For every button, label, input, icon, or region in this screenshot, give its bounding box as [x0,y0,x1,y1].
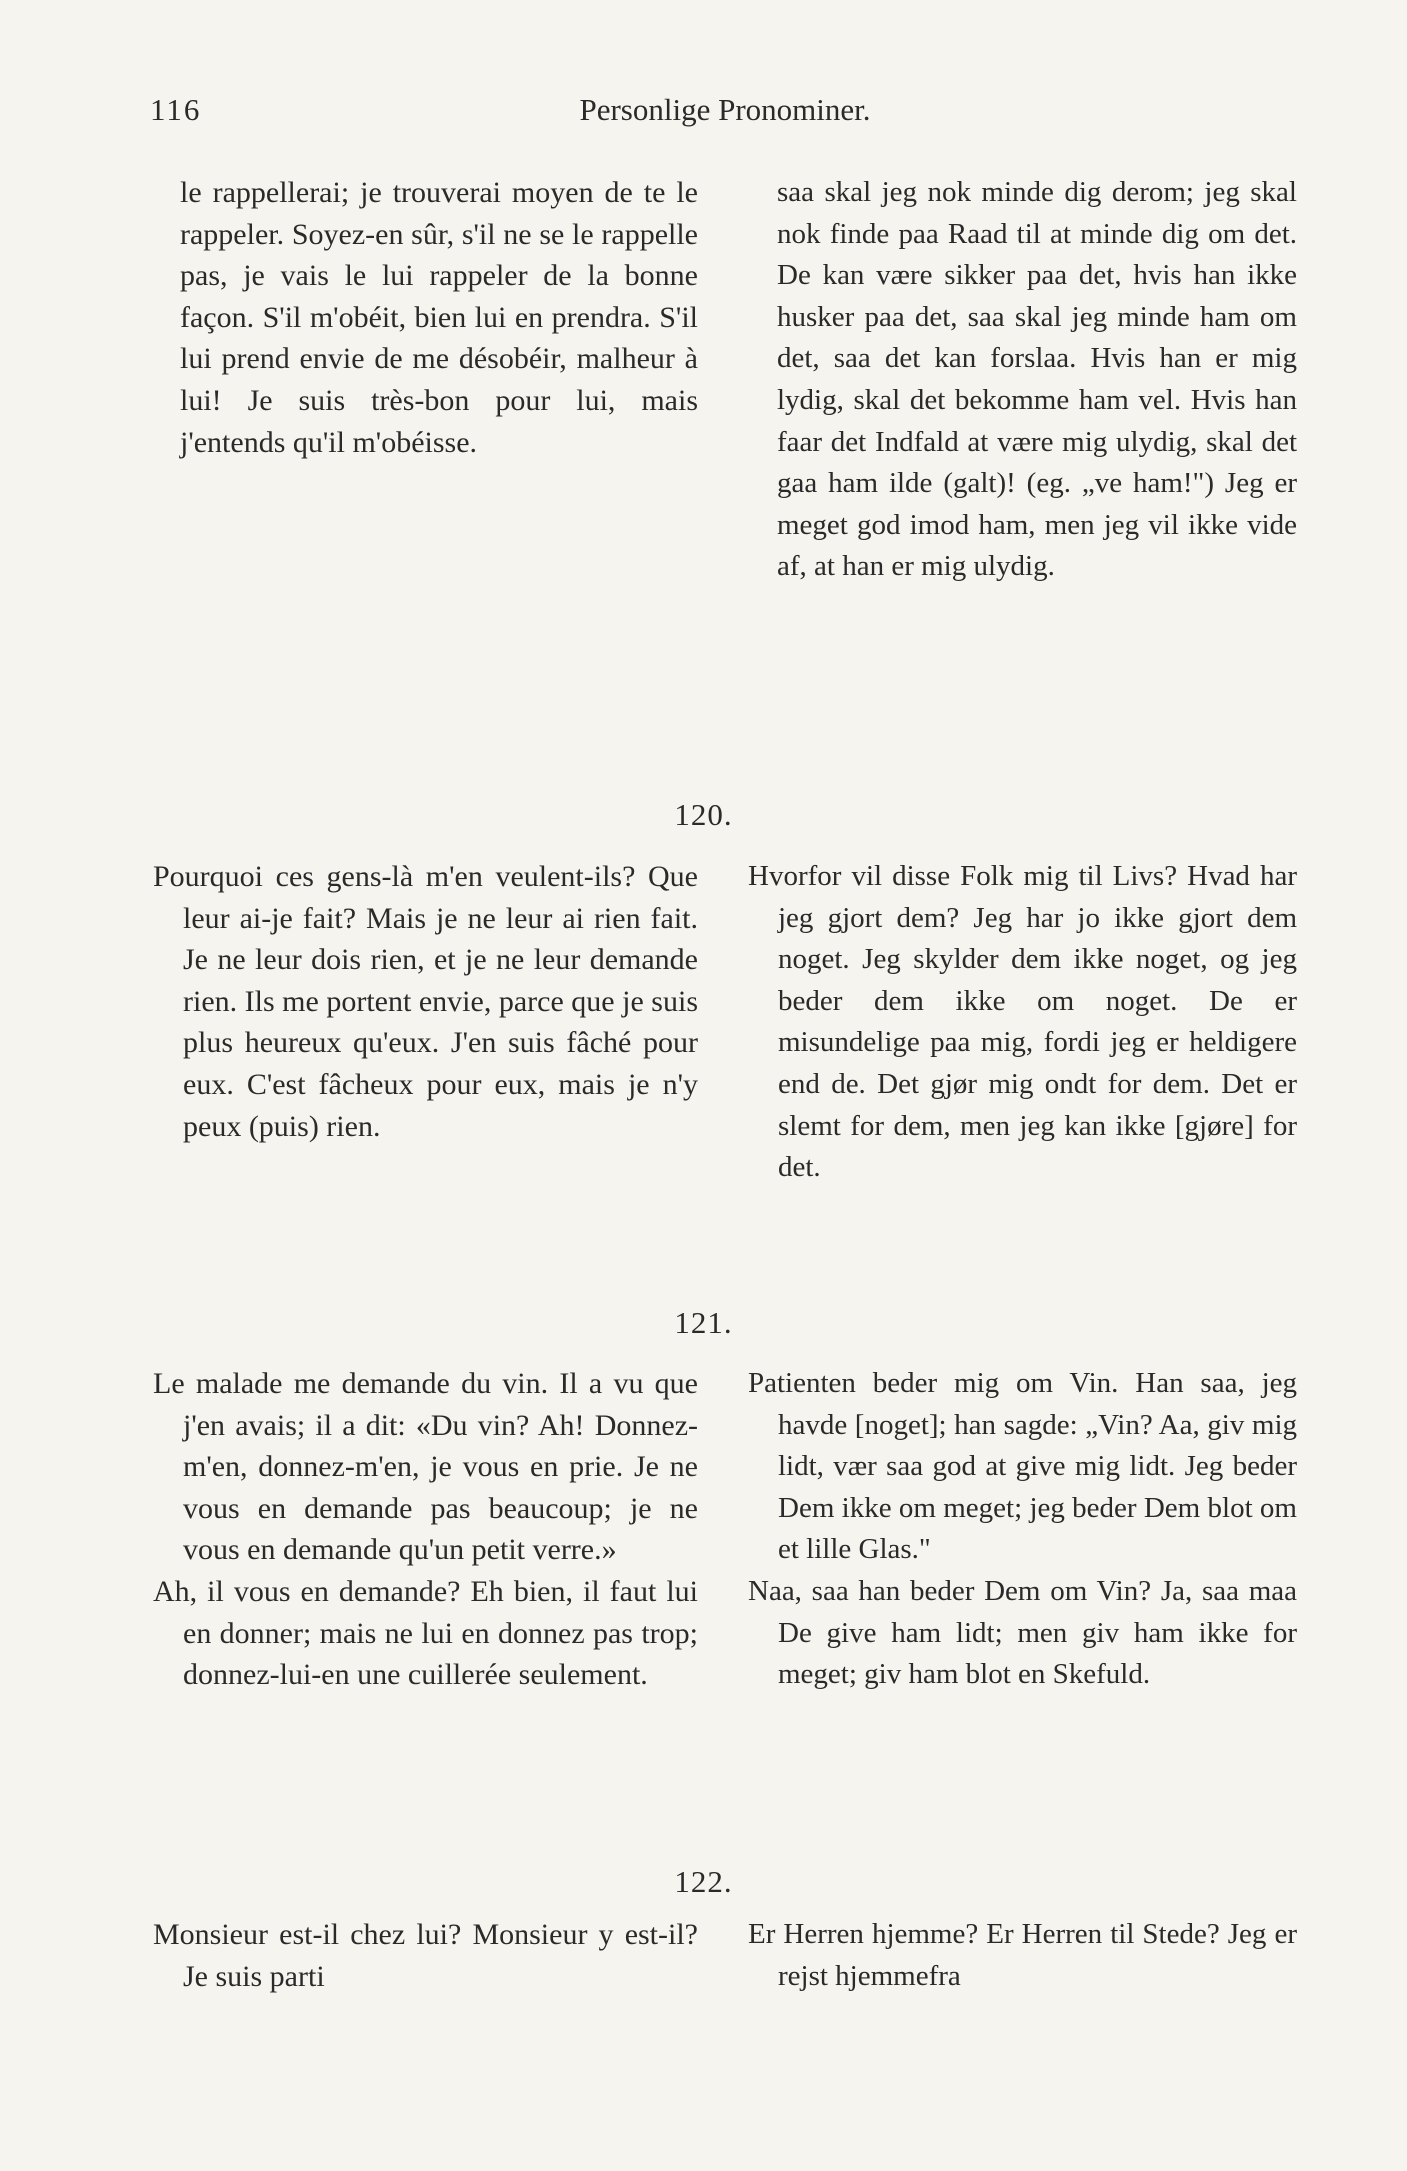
french-paragraph: le rappellerai; je trouverai moyen de te le rappeler. Soyez-en sûr, s'il ne se le rappelle pas, je vais le lui rappeler de la bonne façon. S'il m'obéit, bien lui en prendra. S'il lui prend envie de me désobéir, malheur à lui! Je suis très-bon pour lui, mais j'entends qu'il m'obéisse. [180,176,698,459]
danish-paragraph: Er Herren hjemme? Er Herren til Stede? Jeg er rejst hjemmefra [748,1918,1297,1992]
danish-paragraph: Patienten beder mig om Vin. Han saa, jeg havde [noget]; han sagde: „Vin? Aa, giv mig lidt, vær saa god at give mig lidt. Jeg beder Dem ikke om meget; jeg beder Dem blot om et lille Glas." [748,1367,1297,1566]
running-title: Personlige Pronominer. [579,92,871,127]
danish-column [748,1914,1297,1997]
section-number: 121. [674,1305,733,1340]
danish-paragraph: Hvorfor vil disse Folk mig til Livs? Hvad har jeg gjort dem? Jeg har jo ikke gjort dem noget. Jeg skylder dem ikke noget, og jeg beder dem ikke om noget. De er misundelige paa mig, fordi jeg er heldigere end de. Det gjør mig ondt for dem. Det er slemt for dem, men jeg kan ikke [gjøre] for det. [748,860,1297,1184]
french-column [180,172,698,463]
danish-paragraph: Naa, saa han beder Dem om Vin? Ja, saa maa De give ham lidt; men giv ham ikke for meget; giv ham blot en Skefuld. [748,1574,1297,1691]
page-header [150,92,1300,142]
french-paragraph: Monsieur est-il chez lui? Monsieur y est-il? Je suis parti [153,1918,698,1993]
danish-column [748,856,1297,1189]
french-paragraph: Pourquoi ces gens-là m'en veulent-ils? Que leur ai-je fait? Mais je ne leur ai rien fait. Je ne leur dois rien, et je ne leur demande rien. Ils me portent envie, parce que je suis plus heureux qu'eux. J'en suis fâché pour eux. C'est fâcheux pour eux, mais je n'y peux (puis) rien. [153,860,698,1143]
french-column [153,1363,698,1696]
french-paragraph: Le malade me demande du vin. Il a vu que j'en avais; il a dit: «Du vin? Ah! Donnez-m'en, donnez-m'en, je vous en prie. Je ne vous en demande pas beaucoup; je ne vous en demande qu'un petit verre.» [153,1367,698,1567]
danish-paragraph: saa skal jeg nok minde dig derom; jeg skal nok finde paa Raad til at minde dig om det. De kan være sikker paa det, hvis han ikke husker paa det, saa skal jeg minde ham om det, saa det kan forslaa. Hvis han er mig lydig, skal det bekomme ham vel. Hvis han faar det Indfald at være mig ulydig, skal det gaa ham ilde (galt)! (eg. „ve ham!") Jeg er meget god imod ham, men jeg vil ikke vide af, at han er mig ulydig. [777,176,1297,583]
french-column [153,1914,698,1997]
french-column [153,856,698,1147]
danish-column [748,1363,1297,1696]
french-paragraph: Ah, il vous en demande? Eh bien, il faut lui en donner; mais ne lui en donnez pas trop; donnez-lui-en une cuillerée seulement. [153,1574,698,1692]
section-number: 122. [674,1864,733,1899]
page-number: 116 [150,92,202,127]
danish-column [777,172,1297,588]
section-number: 120. [674,797,733,832]
